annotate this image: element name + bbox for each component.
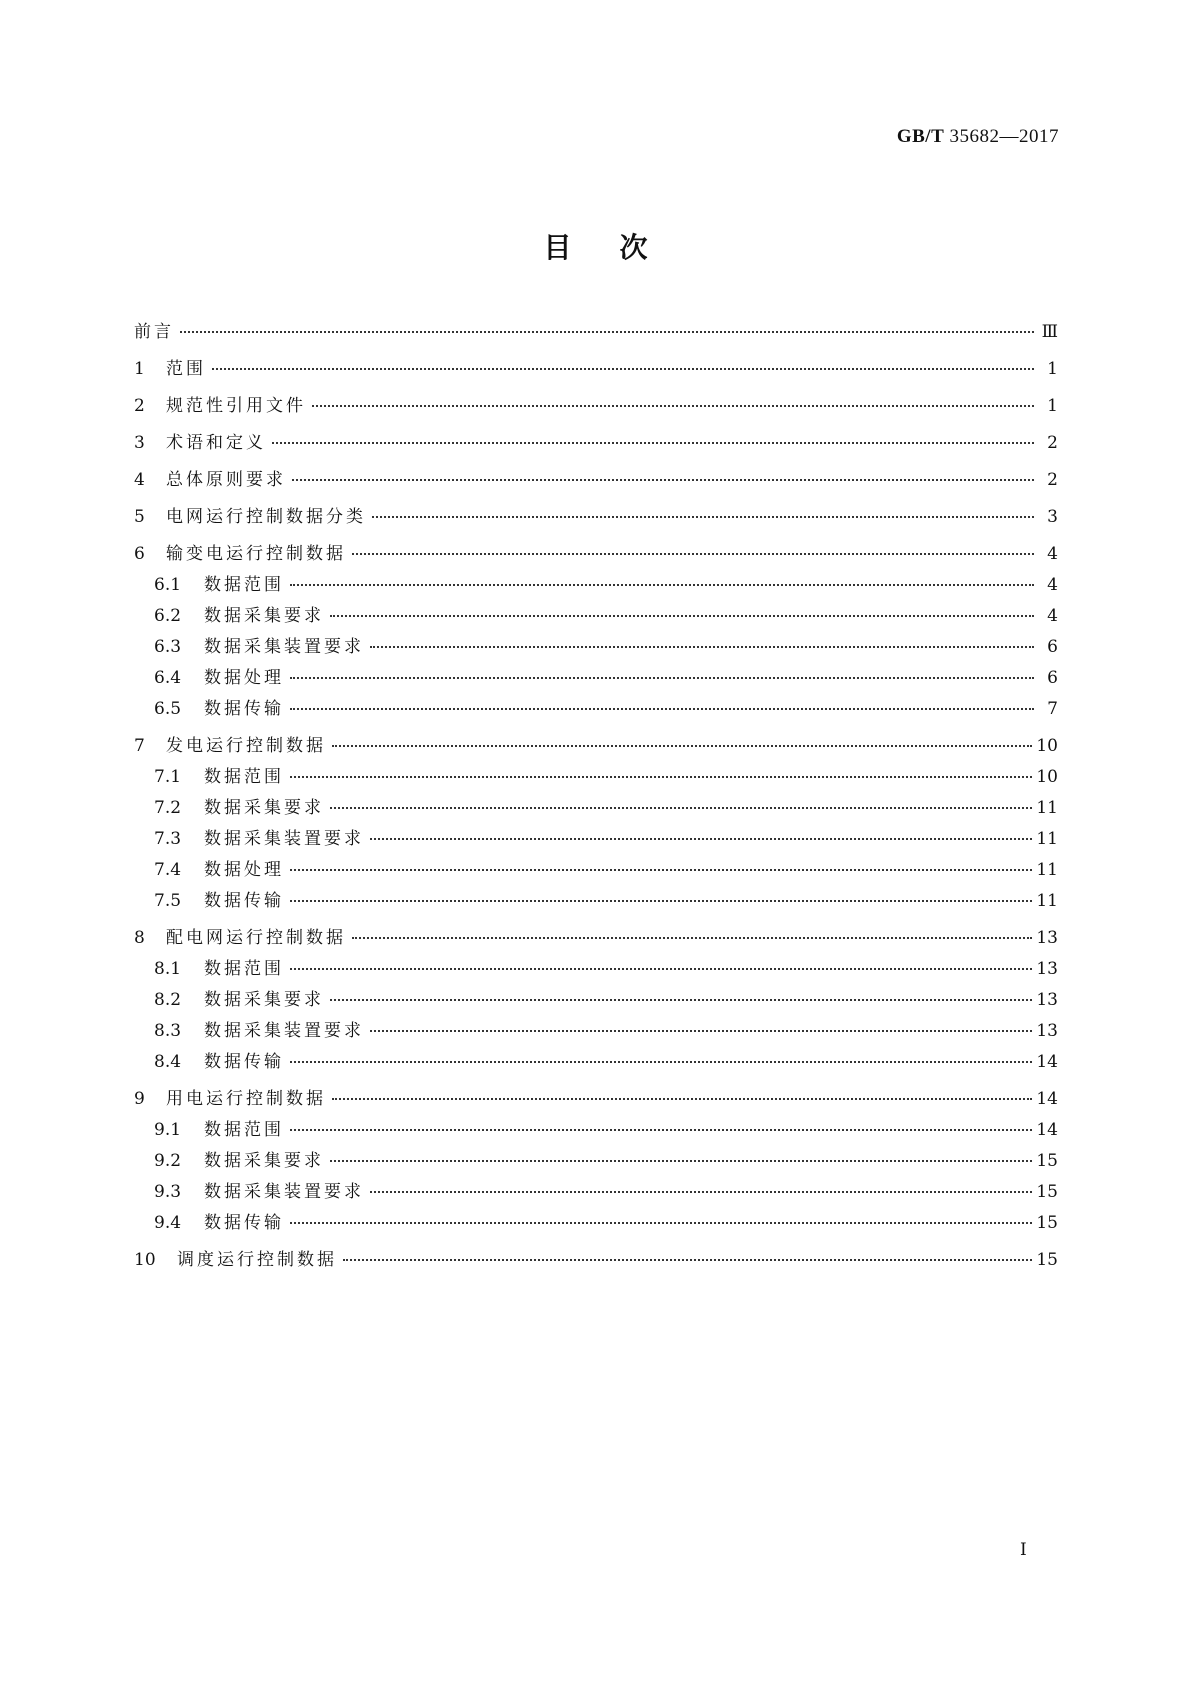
toc-entry-title: 规范性引用文件 xyxy=(166,396,306,416)
toc-entry-number: 7.3 xyxy=(154,829,182,849)
toc-dot-leader xyxy=(332,745,1032,747)
toc-entry-title: 数据采集要求 xyxy=(204,798,324,818)
toc-entry xyxy=(134,1021,1058,1041)
toc-dot-leader xyxy=(352,937,1032,939)
toc-entry-number: 7.2 xyxy=(154,798,182,818)
toc-entry-page: 6 xyxy=(1047,668,1058,688)
toc-entry-page: 13 xyxy=(1036,990,1058,1010)
toc-entry-title: 前言 xyxy=(134,322,174,342)
toc-entry-title: 数据采集要求 xyxy=(204,990,324,1010)
toc-entry-title: 调度运行控制数据 xyxy=(177,1250,337,1270)
toc-entry-title: 输变电运行控制数据 xyxy=(166,544,346,564)
toc-entry xyxy=(134,1182,1058,1202)
toc-dot-leader xyxy=(312,405,1034,407)
toc-entry-number: 8.4 xyxy=(154,1052,182,1072)
toc-entry-title: 数据采集装置要求 xyxy=(204,1182,364,1202)
toc-entry xyxy=(134,928,1058,948)
toc-entry-page: 11 xyxy=(1036,829,1058,849)
toc-dot-leader xyxy=(370,1030,1032,1032)
toc-entry xyxy=(134,507,1058,527)
toc-entry-page: 7 xyxy=(1047,699,1058,719)
toc-entry-number: 2 xyxy=(134,396,145,416)
toc-entry-number: 8 xyxy=(134,928,145,948)
page-title: 目次 xyxy=(543,231,696,264)
toc-dot-leader xyxy=(290,776,1032,778)
toc-dot-leader xyxy=(290,584,1034,586)
toc-dot-leader xyxy=(290,968,1032,970)
toc-entry-number: 7.1 xyxy=(154,767,182,787)
toc-entry-page: 14 xyxy=(1036,1052,1058,1072)
toc-entry-title: 数据传输 xyxy=(204,699,284,719)
toc-entry-page: 2 xyxy=(1047,470,1058,490)
toc-dot-leader xyxy=(330,1160,1032,1162)
toc-entry-page: 13 xyxy=(1036,928,1058,948)
toc-entry xyxy=(134,433,1058,453)
toc-entry-number: 7.4 xyxy=(154,860,182,880)
toc-entry-title: 数据采集装置要求 xyxy=(204,637,364,657)
toc-entry-number: 9.2 xyxy=(154,1151,182,1171)
toc-entry xyxy=(134,736,1058,756)
toc-entry-number: 6.2 xyxy=(154,606,182,626)
toc-entry xyxy=(134,575,1058,595)
toc-entry-page: 1 xyxy=(1047,396,1058,416)
standard-number: 35682—2017 xyxy=(949,126,1059,147)
toc-entry xyxy=(134,1052,1058,1072)
toc-dot-leader xyxy=(332,1098,1032,1100)
toc-entry xyxy=(134,798,1058,818)
toc-entry-number: 6.4 xyxy=(154,668,182,688)
toc-entry-title: 范围 xyxy=(166,359,206,379)
toc-entry-number: 1 xyxy=(134,359,145,379)
toc-entry-number: 3 xyxy=(134,433,145,453)
toc-entry-page: 1 xyxy=(1047,359,1058,379)
toc-entry-number: 10 xyxy=(134,1250,156,1270)
standard-code xyxy=(897,126,1059,148)
toc-entry xyxy=(134,544,1058,564)
toc-entry-number: 8.3 xyxy=(154,1021,182,1041)
toc-entry-number: 6.3 xyxy=(154,637,182,657)
toc-dot-leader xyxy=(372,516,1034,518)
table-of-contents xyxy=(134,322,1058,1270)
toc-entry-number: 6 xyxy=(134,544,145,564)
toc-entry xyxy=(134,668,1058,688)
toc-entry-title: 数据采集要求 xyxy=(204,606,324,626)
toc-dot-leader xyxy=(330,999,1032,1001)
toc-entry-title: 电网运行控制数据分类 xyxy=(166,507,366,527)
toc-entry xyxy=(134,637,1058,657)
toc-dot-leader xyxy=(352,553,1034,555)
toc-dot-leader xyxy=(343,1259,1032,1261)
toc-entry-title: 数据采集装置要求 xyxy=(204,829,364,849)
toc-entry-page: 3 xyxy=(1047,507,1058,527)
toc-entry xyxy=(134,860,1058,880)
toc-entry xyxy=(134,470,1058,490)
toc-entry xyxy=(134,829,1058,849)
toc-entry-title: 数据传输 xyxy=(204,1213,284,1233)
toc-entry-page: 4 xyxy=(1047,575,1058,595)
toc-entry-page: 10 xyxy=(1036,736,1058,756)
toc-entry-title: 总体原则要求 xyxy=(166,470,286,490)
toc-entry-page: 13 xyxy=(1036,959,1058,979)
toc-entry-title: 数据范围 xyxy=(204,1120,284,1140)
toc-entry-title: 数据传输 xyxy=(204,891,284,911)
toc-dot-leader xyxy=(180,331,1034,333)
toc-entry xyxy=(134,990,1058,1010)
toc-entry xyxy=(134,891,1058,911)
toc-dot-leader xyxy=(290,900,1032,902)
toc-entry-page: 11 xyxy=(1036,891,1058,911)
toc-dot-leader xyxy=(330,807,1032,809)
toc-entry-page: 4 xyxy=(1047,606,1058,626)
toc-entry-title: 数据范围 xyxy=(204,767,284,787)
toc-entry-title: 数据传输 xyxy=(204,1052,284,1072)
toc-entry-title: 用电运行控制数据 xyxy=(166,1089,326,1109)
toc-entry-page: 15 xyxy=(1036,1213,1058,1233)
toc-dot-leader xyxy=(292,479,1034,481)
toc-entry xyxy=(134,1250,1058,1270)
toc-entry-title: 术语和定义 xyxy=(166,433,266,453)
toc-entry-page: 11 xyxy=(1036,860,1058,880)
toc-dot-leader xyxy=(212,368,1034,370)
toc-entry-page: 15 xyxy=(1036,1250,1058,1270)
toc-entry xyxy=(134,1089,1058,1109)
toc-entry-title: 数据处理 xyxy=(204,860,284,880)
toc-entry-title: 数据范围 xyxy=(204,959,284,979)
toc-entry-page: 6 xyxy=(1047,637,1058,657)
toc-entry xyxy=(134,767,1058,787)
toc-dot-leader xyxy=(330,615,1034,617)
toc-entry-title: 数据采集要求 xyxy=(204,1151,324,1171)
toc-dot-leader xyxy=(290,1222,1032,1224)
toc-entry xyxy=(134,699,1058,719)
toc-dot-leader xyxy=(290,1129,1032,1131)
toc-entry-number: 7.5 xyxy=(154,891,182,911)
toc-entry xyxy=(134,959,1058,979)
toc-dot-leader xyxy=(290,677,1034,679)
toc-entry-number: 5 xyxy=(134,507,145,527)
toc-entry-number: 9.4 xyxy=(154,1213,182,1233)
toc-entry-page: Ⅲ xyxy=(1041,322,1058,342)
toc-entry-number: 9 xyxy=(134,1089,145,1109)
toc-entry-number: 7 xyxy=(134,736,145,756)
toc-entry xyxy=(134,1120,1058,1140)
toc-entry-page: 13 xyxy=(1036,1021,1058,1041)
toc-dot-leader xyxy=(272,442,1034,444)
toc-entry xyxy=(134,1151,1058,1171)
toc-entry-page: 10 xyxy=(1036,767,1058,787)
toc-dot-leader xyxy=(290,1061,1032,1063)
toc-entry-title: 发电运行控制数据 xyxy=(166,736,326,756)
toc-dot-leader xyxy=(290,869,1032,871)
toc-entry-number: 6.5 xyxy=(154,699,182,719)
toc-entry-page: 4 xyxy=(1047,544,1058,564)
toc-dot-leader xyxy=(370,1191,1032,1193)
toc-entry-page: 2 xyxy=(1047,433,1058,453)
toc-entry-page: 11 xyxy=(1036,798,1058,818)
toc-entry-number: 8.1 xyxy=(154,959,182,979)
toc-entry-page: 15 xyxy=(1036,1151,1058,1171)
toc-entry-number: 8.2 xyxy=(154,990,182,1010)
toc-entry-page: 15 xyxy=(1036,1182,1058,1202)
toc-entry xyxy=(134,359,1058,379)
toc-entry xyxy=(134,322,1058,342)
toc-dot-leader xyxy=(370,646,1034,648)
toc-entry xyxy=(134,606,1058,626)
toc-entry-title: 数据处理 xyxy=(204,668,284,688)
toc-entry-title: 数据范围 xyxy=(204,575,284,595)
toc-dot-leader xyxy=(290,708,1034,710)
toc-entry-page: 14 xyxy=(1036,1120,1058,1140)
toc-entry-number: 9.3 xyxy=(154,1182,182,1202)
toc-entry-number: 9.1 xyxy=(154,1120,182,1140)
toc-entry-number: 6.1 xyxy=(154,575,182,595)
toc-entry-page: 14 xyxy=(1036,1089,1058,1109)
toc-dot-leader xyxy=(370,838,1032,840)
toc-entry xyxy=(134,396,1058,416)
toc-entry xyxy=(134,1213,1058,1233)
toc-entry-number: 4 xyxy=(134,470,145,490)
standard-prefix: GB/T xyxy=(896,126,945,147)
toc-entry-title: 数据采集装置要求 xyxy=(204,1021,364,1041)
toc-entry-title: 配电网运行控制数据 xyxy=(166,928,346,948)
footer-page-number: I xyxy=(1020,1540,1027,1560)
